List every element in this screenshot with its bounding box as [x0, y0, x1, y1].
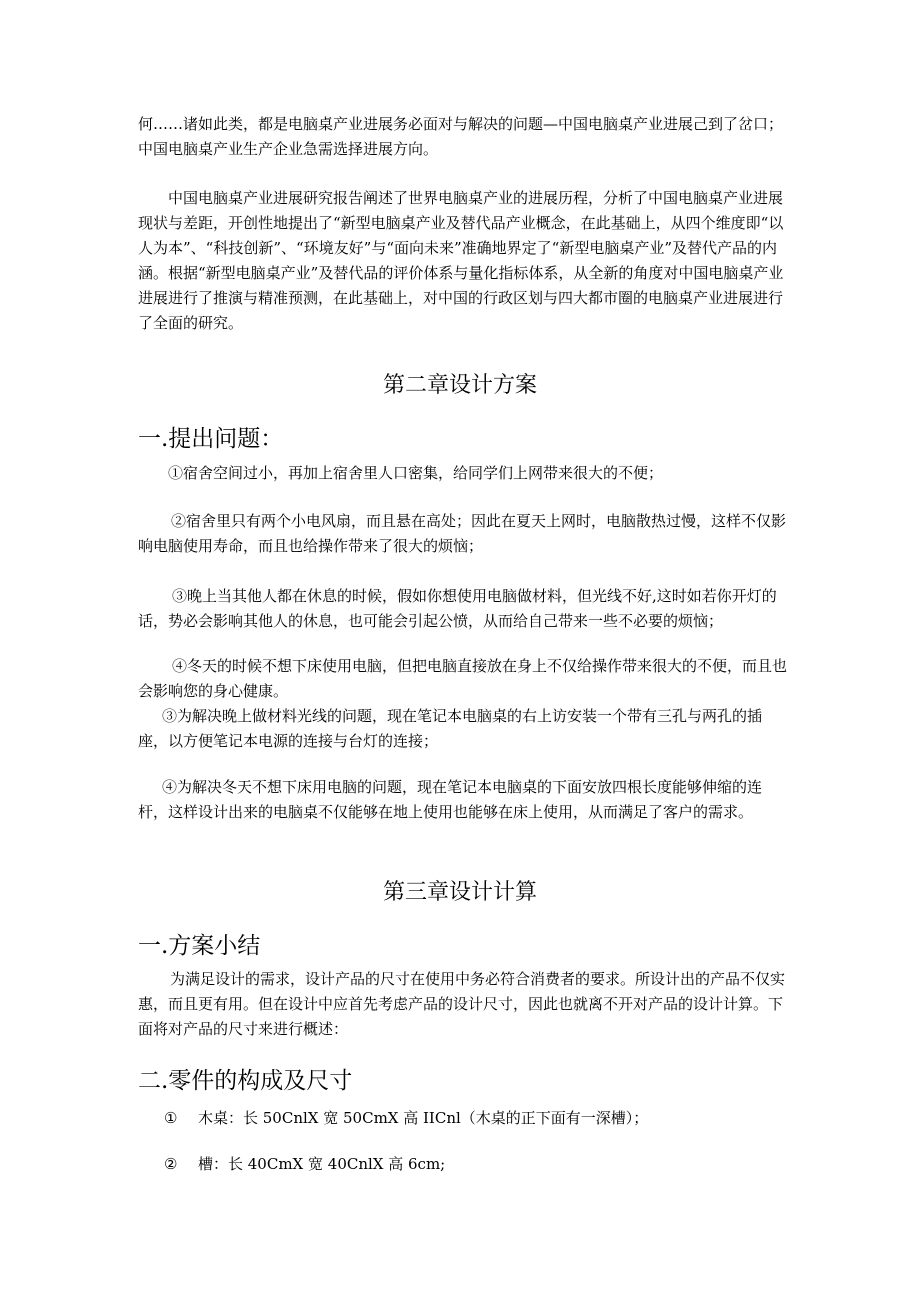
parts-list-item	[164, 1106, 648, 1130]
problem-item-4: ④冬天的时候不想下床使用电脑，但把电脑直接放在身上不仅给操作带来很大的不便，而且也会影响您的身心健康。	[138, 657, 788, 700]
part-desc-table: 木桌：长 50CnlX 宽 50CmX 高 IICnl（木桌的正下面有一深槽）；	[198, 1109, 649, 1127]
section-plan-summary-title: 一.方案小结	[138, 933, 261, 959]
problem-item-1: ①宿舍空间过小，再加上宿舍里人口密集，给同学们上网带来很大的不便；	[168, 464, 664, 482]
part-desc-slot: 槽：长 40CmX 宽 40CnlX 高 6cm;	[198, 1155, 446, 1173]
intro-research-paragraph: 中国电脑桌产业进展研究报告阐述了世界电脑桌产业的进展历程，分析了中国电脑桌产业进展现状与差距，开创性地提出了“新型电脑桌产业及替代品产业概念，在此基础上，从四个维度即“以人为本”、“科技创新”、“环境友好”与“面向未来”准确地界定了“新型电脑桌产业”及替代产品的内涵。根据“新型电脑桌产业”及替代品的评价体系与量化指标体系，从全新的角度对中国电脑桌产业进展进行了推演与精准预测，在此基础上，对中国的行政区划与四大都市圈的电脑桌产业进展进行了全面的研究。	[138, 189, 784, 332]
chapter-3-title: 第三章设计计算	[382, 880, 537, 905]
list-marker: ②	[164, 1155, 178, 1173]
solution-item-4: ④为解决冬天不想下床用电脑的问题，现在笔记本电脑桌的下面安放四根长度能够伸缩的连杆，这样设计出来的电脑桌不仅能够在地上使用也能够在床上使用，从而满足了客户的需求。	[138, 778, 763, 821]
intro-continuation-paragraph: 何……诸如此类，都是电脑桌产业进展务必面对与解决的问题—中国电脑桌产业进展己到了岔口；中国电脑桌产业生产企业急需选择进展方向。	[138, 115, 784, 158]
problem-item-2: ②宿舍里只有两个小电风扇，而且悬在高处；因此在夏天上网时，电脑散热过慢，这样不仅影响电脑使用寿命，而且也给操作带来了很大的烦恼；	[138, 512, 787, 555]
plan-summary-paragraph: 为满足设计的需求，设计产品的尺寸在使用中务必符合消费者的要求。所设计出的产品不仅实惠，而且更有用。但在设计中应首先考虑产品的设计尺寸，因此也就离不开对产品的设计计算。下面将对产品的尺寸来进行概述：	[138, 970, 786, 1038]
chapter-2-title: 第二章设计方案	[382, 373, 537, 398]
section-raise-problems-title: 一.提出问题：	[138, 426, 284, 452]
section-parts-title: 二.零件的构成及尺寸	[138, 1068, 353, 1094]
solution-item-3: ③为解决晚上做材料光线的问题，现在笔记本电脑桌的右上访安装一个带有三孔与两孔的插座，以方便笔记本电源的连接与台灯的连接；	[138, 707, 763, 750]
parts-list-item	[164, 1152, 445, 1176]
problem-item-3: ③晚上当其他人都在休息的时候，假如你想使用电脑做材料，但光线不好,这时如若你开灯的话，势必会影响其他人的休息，也可能会引起公愤，从而给自己带来一些不必要的烦恼；	[138, 587, 777, 630]
list-marker: ①	[164, 1109, 178, 1127]
